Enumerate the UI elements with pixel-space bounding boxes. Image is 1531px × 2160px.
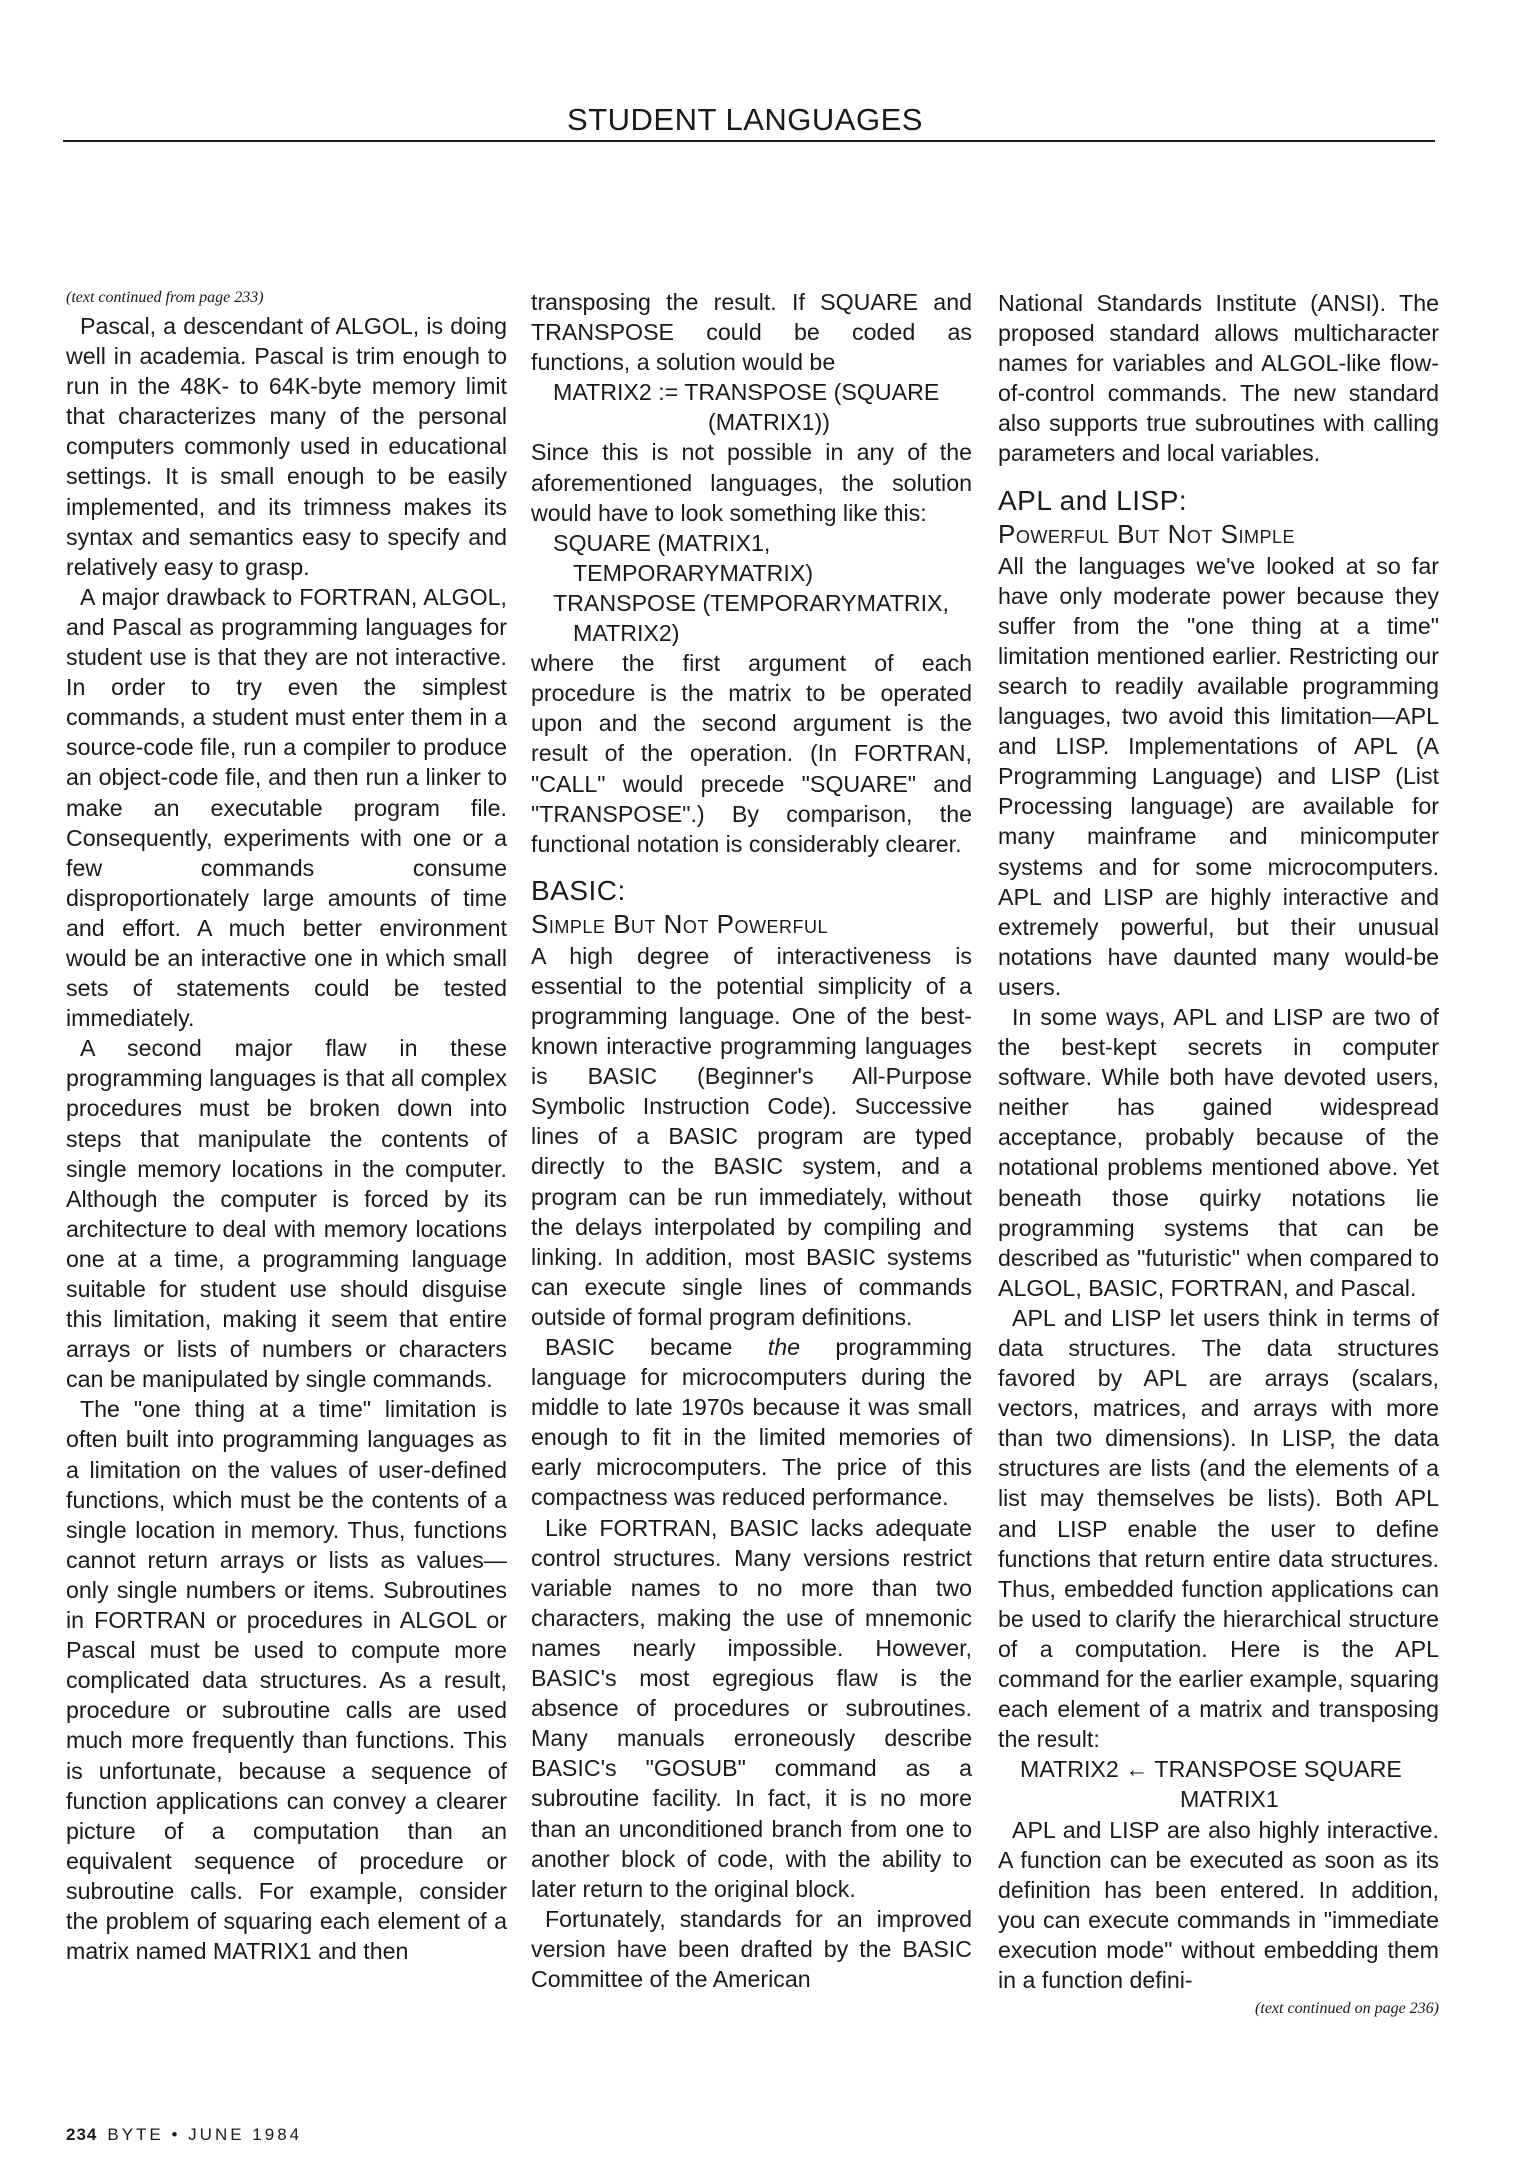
paragraph: Since this is not possible in any of the aforementioned languages, the solution would have to look something like this: <box>531 439 972 526</box>
code-example-function <box>531 377 972 437</box>
header-rule <box>63 140 1435 142</box>
paragraph: Pascal, a descendant of ALGOL, is doing well in academia. Pascal is trim enough to run in the 48K- to 64K-byte memory limit that characterizes many of the personal computers commonly used in educational settings. It is small enough to be easily implemented, and its trimness makes its syntax and semantics easy to specify and relatively easy to grasp. <box>66 313 507 580</box>
paragraph: A high degree of interactiveness is essential to the potential simplicity of a programming language. One of the best-known interactive programming languages is BASIC (Beginner's All-Purpose Symbolic Instruction Code). Successive lines of a BASIC program are typed directly to the BASIC system, and a program can be run immediately, without the delays interpolated by compiling and linking. In addition, most BASIC systems can execute single lines of commands outside of formal program definitions. <box>531 942 972 1330</box>
heading-sub: Simple But Not Powerful <box>531 908 828 939</box>
code-example-procedure-2 <box>531 588 972 648</box>
running-header: STUDENT LANGUAGES <box>567 102 923 137</box>
code-line: TEMPORARYMATRIX) <box>573 559 814 586</box>
paragraph: A second major flaw in these programming languages is that all complex procedures must be broken down into steps that manipulate the contents of single memory locations in the computer. Although the computer is forced by its architecture to deal with memory locations one at a time, a programming language suitable for student use should disguise this limitation, making it seem that entire arrays or lists of numbers or characters can be manipulated by single commands. <box>66 1035 507 1393</box>
page-footer <box>66 2125 302 2145</box>
emphasis: the <box>767 1334 801 1360</box>
section-heading-apl-lisp <box>998 485 1439 551</box>
code-line: MATRIX2 := TRANSPOSE (SQUARE <box>553 379 940 406</box>
code-example-procedure-1 <box>531 528 972 588</box>
continued-from-note: (text continued from page 233) <box>66 289 264 306</box>
section-heading-basic <box>531 875 972 941</box>
heading-sub: Powerful But Not Simple <box>998 518 1295 549</box>
page-number: 234 <box>66 2125 98 2144</box>
paragraph: Like FORTRAN, BASIC lacks adequate control structures. Many versions restrict variable names to no more than two characters, making the use of mnemonic names nearly impossible. However, BASIC's most egregious flaw is the absence of procedures or subroutines. Many manuals erroneously describe BASIC's "GOSUB" command as a subroutine facility. In fact, it is no more than an unconditioned branch from one to another block of code, with the ability to later return to the original block. <box>531 1514 972 1902</box>
paragraph: APL and LISP are also highly interactive. A function can be executed as soon as its definition has been entered. In addition, you can execute commands in "immediate execution mode" without embedding them in a function defini- <box>998 1816 1439 1993</box>
heading-main: BASIC: <box>531 874 626 906</box>
column-3 <box>998 288 1439 2022</box>
paragraph: A major drawback to FORTRAN, ALGOL, and Pascal as programming languages for student use is that they are not interactive. In order to try even the simplest commands, a student must enter them in a source-code file, run a compiler to produce an object-code file, and then run a linker to make an executable program file. Consequently, experiments with one or a few commands consume disproportionately large amounts of time and effort. A much better environment would be an interactive one in which small sets of statements could be tested immediately. <box>66 583 507 1032</box>
paragraph <box>531 1332 972 1513</box>
code-line: MATRIX2) <box>573 620 680 647</box>
paragraph: All the languages we've looked at so far have only moderate power because they suffer from the "one thing at a time" limitation mentioned earlier. Restricting our search to readily available programming languages, two avoid this limitation—APL and LISP. Implementations of APL (A Programming Language) and LISP (List Processing language) are available for many mainframe and minicomputer systems and for some microcomputers. APL and LISP are highly interactive and extremely powerful, but their unusual notations have daunted many would-be users. <box>998 552 1439 1000</box>
code-line: MATRIX1 <box>1180 1786 1279 1813</box>
paragraph: transposing the result. If SQUARE and TRANSPOSE could be coded as functions, a solution would be <box>531 289 972 376</box>
text-run: programming language for microcomputers during the middle to late 1970s because it was small enough to fit in the limited memories of early microcomputers. The price of this compactness was reduced performance. <box>531 1334 972 1511</box>
column-2 <box>531 287 972 1994</box>
paragraph: APL and LISP let users think in terms of data structures. The data structures favored by APL are arrays (scalars, vectors, matrices, and arrays with more than two dimensions). In LISP, the data structures are lists (and the elements of a list may themselves be lists). Both APL and LISP enable the user to define functions that return entire data structures. Thus, embedded function applications can be used to clarify the hierarchical structure of a computation. Here is the APL command for the earlier example, squaring each element of a matrix and transposing the result: <box>998 1304 1439 1753</box>
paragraph: In some ways, APL and LISP are two of the best-kept secrets in computer software. While both have devoted users, neither has gained widespread acceptance, probably because of the notational problems mentioned above. Yet beneath those quirky notations lie programming systems that can be described as "futuristic" when compared to ALGOL, BASIC, FORTRAN, and Pascal. <box>998 1003 1439 1301</box>
paragraph: Fortunately, standards for an improved version have been drafted by the BASIC Committee of the American <box>531 1905 972 1992</box>
paragraph: where the first argument of each procedure is the matrix to be operated upon and the second argument is the result of the operation. (In FORTRAN, "CALL" would precede "SQUARE" and "TRANSPOSE".) By comparison, the functional notation is considerably clearer. <box>531 650 972 857</box>
column-1 <box>66 288 507 1966</box>
text-run: BASIC became <box>545 1334 768 1360</box>
publication-info: BYTE • JUNE 1984 <box>107 2125 303 2144</box>
heading-main: APL and LISP: <box>998 484 1188 516</box>
code-line: TRANSPOSE (TEMPORARYMATRIX, <box>553 589 949 616</box>
continued-on-note: (text continued on page 236) <box>1255 2000 1439 2018</box>
paragraph: National Standards Institute (ANSI). The proposed standard allows multicharacter names for variables and ALGOL-like flow-of-control commands. The new standard also supports true subroutines with calling parameters and local variables. <box>998 290 1439 467</box>
code-example-apl <box>998 1754 1439 1814</box>
code-line: (MATRIX1)) <box>708 409 830 436</box>
paragraph: The "one thing at a time" limitation is often built into programming languages as a limitation on the values of user-defined functions, which must be the contents of a single location in memory. Thus, functions cannot return arrays or lists as values—only single numbers or items. Subroutines in FORTRAN or procedures in ALGOL or Pascal must be used to compute more complicated data structures. As a result, procedure or subroutine calls are used much more frequently than functions. This is unfortunate, because a sequence of function applications can convey a clearer picture of a computation than an equivalent sequence of procedure or subroutine calls. For example, consider the problem of squaring each element of a matrix named MATRIX1 and then <box>66 1396 507 1965</box>
code-line: MATRIX2 ← TRANSPOSE SQUARE <box>1020 1756 1402 1783</box>
code-line: SQUARE (MATRIX1, <box>553 529 771 556</box>
